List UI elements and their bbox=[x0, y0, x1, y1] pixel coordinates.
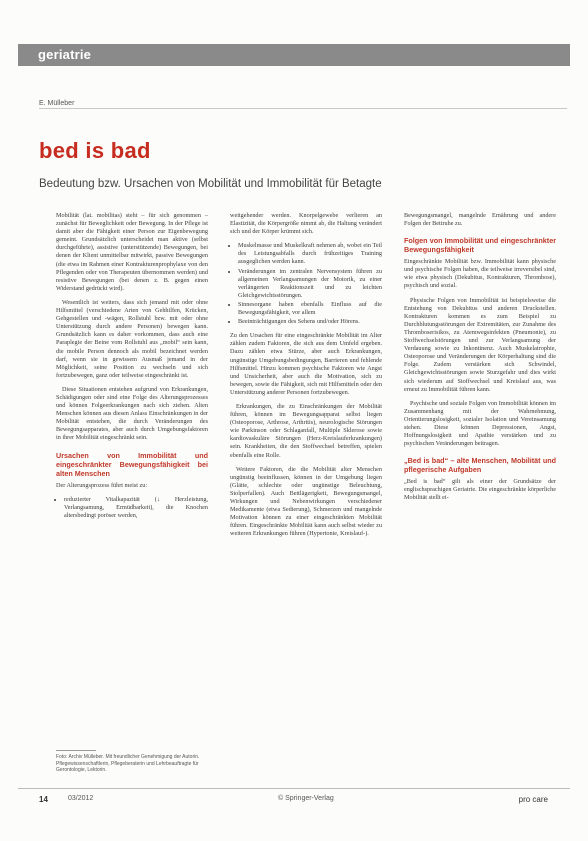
footnote-divider bbox=[56, 750, 96, 751]
article-author: E. Mülleber bbox=[39, 100, 75, 107]
section-heading: Folgen von Immobilität und eingeschränkter Bewegungsfähigkeit bbox=[404, 236, 556, 255]
paragraph: Der Alterungsprozess führt meist zu: bbox=[56, 481, 148, 489]
article-title: bed is bad bbox=[39, 138, 151, 163]
bullet-list bbox=[230, 242, 382, 326]
paragraph: Wesentlich ist weiters, dass sich jemand mit oder ohne Hilfsmittel (verschiedene Arten von Gehhilfen, Krücken, Gehgestellen und -wägen, Rollstuhl bzw. mit oder ohne Unterstützung durch andere Personen) bewegen kann. Grundsätzlich kann es daher vorkommen, dass auch eine Paraplegie der Beine vom Rollstuhl aus „mobil“ sein kann, die mobile Person dennoch als mobil bezeichnet werden darf, wenn sie in gewissem Ausmaß jemand in der Möglichkeit, seine Position zu wechseln und sich fortzubewegen, ganz oder teilweise eingeschränkt ist. bbox=[56, 298, 208, 379]
footer-divider bbox=[18, 788, 570, 789]
text-column-2 bbox=[230, 212, 382, 544]
issue-label: 03/2012 bbox=[68, 795, 94, 802]
paragraph: Eingeschränkte Mobilität bzw. Immobilität kann physische und psychische Folgen haben, die teilweise irreversibel sind, wie etwa physisch (Dekubitus, Kontrakturen, Thrombose), psychisch und sozial. bbox=[404, 258, 556, 290]
page-number: 14 bbox=[39, 795, 48, 804]
paragraph: Diese Situationen entstehen aufgrund von Erkrankungen, Schädigungen oder sind eine Folge des Alterungsprozesses und können Folgeerkrankungen nach sich ziehen. Alten Menschen können aus diesen Anlass Einschränkungen in der Mobilität entstehen, die durch Veränderungen des Bewegungsapparates, aber auch durch Umgebungsfaktoren in ihrer Mobilität eingeschränkt sein. bbox=[56, 385, 208, 442]
footnote: Foto: Archiv Mülleber. Mit freundlicher Genehmigung der Autorin. Pflegewissenschaftlerin, Pflegeberaterin und Lehrbeauftragte für Gerontologie, Lektorin. bbox=[56, 754, 200, 773]
list-item: • Beeinträchtigungen des Sehens und/oder Hörens. bbox=[238, 318, 382, 326]
paragraph: Physische Folgen von Immobilität ist beispielsweise die Entstehung von Dekubitus und anderen Druckstellen. Kontrakturen kommen es zum Beispiel zu Durchblutungsstörungen der Extremitäten, zur Zunahme des Thromboserisikos, zu Atemwegsinfekten (Pneumonie), zu Stoffwechselstörungen und zur Verlangsamung der Verdauung sowie zu Inkontinenz. Auch Muskelatrophie, Osteoporose und Veränderungen der Körperhaltung sind die Folge. Zudem verstärken sich Schwindel, Gleichgewichtsstörungen sowie Sturzgefahr und dies wirkt sich wiederum auf Stoffwechsel und Kreislauf aus, was erneut zu Immobilität führen kann. bbox=[404, 296, 556, 393]
text-column-1 bbox=[56, 212, 208, 526]
section-heading: „Bed is bad“ – alte Menschen, Mobilität und pflegerische Aufgaben bbox=[404, 456, 556, 475]
list-item: • Veränderungen im zentralen Nervensystem führen zu allgemeinen Verlangsamungen der Motorik, zu einer verlängerten Reaktionszeit und zu leichten Gleichgewichtsstörungen. bbox=[238, 268, 382, 300]
paragraph: Bewegungsmangel, mangelnde Ernährung und andere Folgen der Bettruhe zu. bbox=[404, 212, 556, 228]
paragraph: Erkrankungen, die zu Einschränkungen der Mobilität führen, können im Bewegungsapparat selbst liegen (Osteoporose, Arthrose, Arthritis), neurologische Störungen wie Parkinson oder Schlaganfall, Multiple Sklerose sowie kardiovaskuläre Störungen (Herz-Kreislauferkrankungen) sein. Krankheiten, die den Stoffwechsel betreffen, spielen ebenfalls eine Rolle. bbox=[230, 402, 382, 459]
list-item: • Sinnesorgane haben ebenfalls Einfluss auf die Bewegungsfähigkeit, vor allem bbox=[238, 301, 382, 317]
author-divider bbox=[39, 108, 567, 109]
list-item: • Muskelmasse und Muskelkraft nehmen ab, wobei ein Teil des Leistungsabfalls durch frühzeitiges Training ausgeglichen werden kann. bbox=[238, 242, 382, 266]
section-header-bar bbox=[18, 44, 570, 66]
bullet-list bbox=[56, 496, 208, 520]
paragraph: Weitere Faktoren, die die Mobilität alter Menschen ungünstig beeinflussen, können in der Umgebung liegen (Glätte, schlechte oder ungünstige Beleuchtung, Stolperfallen). Auch Bettlägerigkeit, Bewegungsmangel, Wirkungen und Nebenwirkungen verschiedener Medikamente (etwa Sedierung), Schmerzen und mangelnde Motivation können zu einer eingeschränkten Mobilität führen. Eingeschränkte Mobilität kann auch selbst wieder zu weiteren Erkrankungen führen (Hypertonie, Kreislauf-). bbox=[230, 465, 382, 538]
text-column-3 bbox=[404, 212, 556, 509]
paragraph: Zu den Ursachen für eine eingeschränkte Mobilität im Alter zählen zudem Faktoren, die sich aus dem Umfeld ergeben. Dazu zählen etwa Stürze, aber auch Erkrankungen, ungünstige Umgebungsbedingungen, Barrieren und fehlende Hilfsmittel. Hinzu kommen psychische Faktoren wie Angst und Unsicherheit, aber auch die Motivation, sich zu bewegen, sowie die Fähigkeit, sich mit Hilfsmitteln oder den Unterstützung anderer Personen fortzubewegen. bbox=[230, 332, 382, 396]
list-item: • reduzierter Vitalkapazität (↓ Herzleistung, Verlangsamung, Ermüdbarkeit), die Knochen altersbedingt poröser werden, bbox=[64, 496, 208, 520]
journal-name: pro care bbox=[518, 795, 548, 804]
paragraph: Psychische und soziale Folgen von Immobilität können im Zusammenhang mit der Wahrnehmung, Orientierungslosigkeit, sozialer Isolation und Vereinsamung stehen. Diese können Depressionen, Angst, Hoffnungslosigkeit und Apathie verstärken und zu psychischen Veränderungen beitragen. bbox=[404, 399, 556, 448]
section-heading: Ursachen von Immobilität und eingeschränkter Bewegungsfähigkeit bei alten Menschen bbox=[56, 450, 208, 478]
publisher-label: © Springer-Verlag bbox=[278, 795, 334, 802]
section-label: geriatrie bbox=[38, 47, 92, 62]
paragraph: „Bed is bad“ gilt als einer der Grundsätze der englischsprachigen Geriatrie. Die eingeschränkte körperliche Mobilität stellt ei- bbox=[404, 478, 556, 502]
paragraph: Mobilität (lat. mobilitas) steht – für sich genommen – zunächst für Beweglichkeit oder Bewegung. In der Pflege ist damit aber die Fähigkeit einer Person zur Eigenbewegung gemeint. Grundsätzlich unterscheidet man aktive (selbst durchgeführte), assistive (unterstützende) Bewegungen, bei denen der Klient unmittelbar mitwirkt, passive Bewegungen (die etwa im Rahmen einer Kontrakturenprophylaxe von den Pflegenden oder von Therapeuten übernommen werden) und resistive Bewegungen (bei denen z. B. gegen einen Widerstand gedrückt wird). bbox=[56, 212, 208, 292]
article-subtitle: Bedeutung bzw. Ursachen von Mobilität und Immobilität für Betagte bbox=[39, 178, 382, 190]
paragraph: weitgehender werden. Knorpelgewebe verlieren an Elastizität, die Körpergröße nimmt ab, die Haltung verändert sich und der Körper krümmt sich. bbox=[230, 212, 382, 236]
